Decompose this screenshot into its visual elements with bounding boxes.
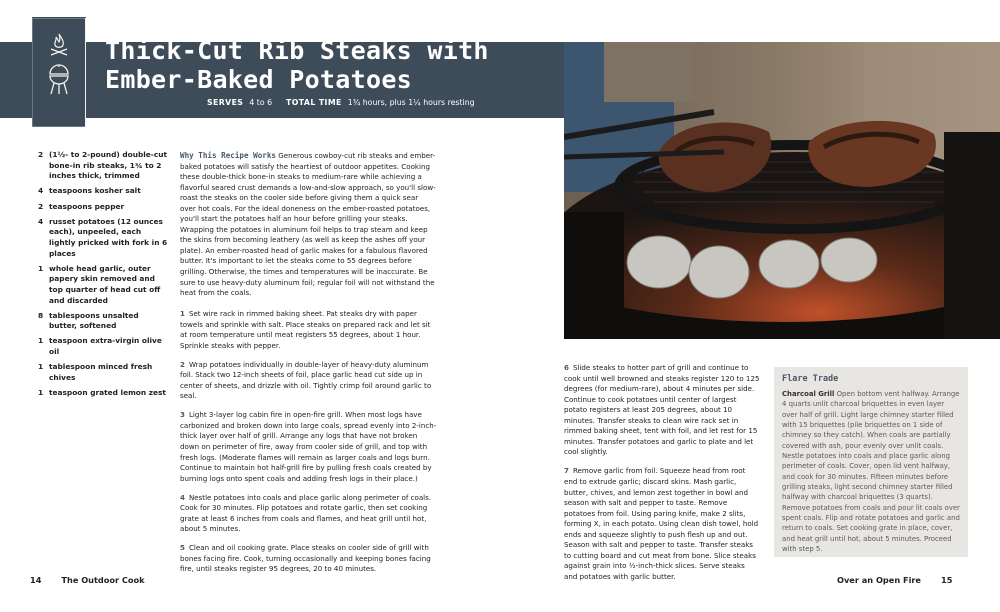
steps-column-right <box>564 363 760 591</box>
step: 2 Wrap potatoes individually in double-layer of heavy-duty aluminum foil. Stack two 12-inch sheets of foil, place garlic head cut side up in center of sheets, and drizzle with oil. Tightly crimp foil around garlic to seal. <box>180 359 432 401</box>
page-number-left: 14 <box>30 575 42 585</box>
book-title: The Outdoor Cook <box>61 575 145 585</box>
step: 4 Nestle potatoes into coals and place garlic along perimeter of coals. Cook for 30 minutes. Flip potatoes and rotate garlic, then set cooking grate at least 6 inches from coals and flames, and heat grill until hot, about 5 minutes. <box>180 492 432 534</box>
chapter-title: Over an Open Fire <box>837 575 921 585</box>
ingredient-item: 1 teaspoon extra-virgin olive oil <box>38 336 162 357</box>
recipe-title <box>105 36 489 94</box>
footer-left <box>30 575 145 585</box>
sidebar-lead: Charcoal Grill <box>782 390 835 398</box>
footer-right <box>837 575 952 585</box>
steps-column-left <box>180 309 438 584</box>
ingredient-item: 2 teaspoons pepper <box>38 201 125 211</box>
ingredient-item: 4 russet potatoes (12 ounces each), unpeeled, each lightly pricked with fork in 6 places <box>38 216 168 258</box>
intro-paragraph <box>180 151 436 299</box>
ingredient-item: 2 (1½- to 2-pound) double-cut bone-in rib steaks, 1¾ to 2 inches thick, trimmed <box>38 150 168 181</box>
intro-lead: Why This Recipe Works <box>180 151 277 160</box>
ingredient-item: 1 tablespoon minced fresh chives <box>38 362 153 382</box>
time-value: 1¾ hours, plus 1¼ hours resting <box>347 98 475 107</box>
sidebar-body <box>782 389 960 555</box>
step: 5 Clean and oil cooking grate. Place steaks on cooler side of grill with bones facing fire. Cook, turning occasionally and keeping bones facing fire, until steaks register 95 degrees, 20 to 40 minutes. <box>180 543 431 574</box>
page-number-right: 15 <box>941 575 953 585</box>
yield-line <box>207 98 475 107</box>
step: 6 Slide steaks to hotter part of grill and continue to cook until well browned and steaks register 120 to 125 degrees (for medium-rare), about 4 minutes per side. Continue to cook potatoes until center of largest potato registers at least 205 degrees, about 10 minutes. Transfer steaks to clean wire rack set in rimmed baking sheet, tent with foil, and let rest for 15 minutes. Transfer potatoes and garlic to plate and let cool slightly. <box>564 363 760 457</box>
title-line-2: Ember-Baked Potatoes <box>105 65 413 94</box>
intro-body: Generous cowboy-cut rib steaks and ember-baked potatoes will satisfy the heartiest of outdoor appetites. Cooking these double-thick bone-in steaks to medium-rare while achieving a flavorful seared crust demands a low-and-slow approach, so you'll slow-roast the steaks on the cooler side before giving them a quick sear over hot coals. For the ideal doneness on the ember-roasted potatoes, you'll start the potatoes half an hour before grilling your steaks. Wrapping the potatoes in aluminum foil helps to trap steam and keep the skins from becoming leathery (as well as keep the ashes off your plate). An ember-roasted head of garlic makes for a fabulous flavored butter. It's important to let the steaks come to 55 degrees before grilling. Otherwise, the times and temperatures will be inaccurate. Be sure to use heavy-duty aluminum foil; regular foil will not withstand the heat from the coals. <box>180 151 436 298</box>
icon-tab <box>32 17 86 126</box>
ingredient-list <box>38 150 168 403</box>
ingredient-item: 4 teaspoons kosher salt <box>38 186 141 196</box>
serves-label: SERVES <box>207 98 244 107</box>
sidebar-text: Open bottom vent halfway. Arrange 4 quarts unlit charcoal briquettes in even layer over half of grill. Light large chimney starter filled with 15 briquettes (pile briquettes on 1 side of chimney so they catch). When coals are partially covered with ash, pour evenly over unlit coals. Nestle potatoes into coals and place garlic along perimeter of coals. Cover, open lid vent halfway, and cook for 30 minutes. Fifteen minutes before grilling steaks, light second chimney starter filled halfway with charcoal briquettes (3 quarts). Remove potatoes from coals and pour lit coals over spent coals. Flip and rotate potatoes and garlic and return to coals. Set cooking grate in place, cover, and heat grill until hot, about 5 minutes. Proceed with step 5. <box>782 390 960 554</box>
serves-value: 4 to 6 <box>249 98 273 107</box>
time-label: TOTAL TIME <box>286 98 342 107</box>
flare-trade-sidebar <box>774 367 968 557</box>
sidebar-title: Flare Trade <box>782 374 839 384</box>
grill-photo <box>564 42 1000 339</box>
ingredient-item: 8 tablespoons unsalted butter, softened <box>38 310 139 331</box>
ingredient-item: 1 teaspoon grated lemon zest <box>38 388 166 398</box>
step: 7 Remove garlic from foil. Squeeze head from root end to extrude garlic; discard skins. Mash garlic, butter, chives, and lemon zest together in bowl and season with salt and pepper to taste. Remove potatoes from foil. Using paring knife, make 2 slits, forming X, in each potato. Using clean dish towel, hold ends and squeeze slightly to push flesh up and out. Season with salt and pepper to taste. Transfer steaks to cutting board and cut meat from bone. Slice steaks against grain into ½-inch-thick slices. Serve steaks and potatoes with garlic butter. <box>564 466 759 581</box>
ingredient-item: 1 whole head garlic, outer papery skin removed and top quarter of head cut off and discarded <box>38 263 161 305</box>
step: 1 Set wire rack in rimmed baking sheet. Pat steaks dry with paper towels and sprinkle with salt. Place steaks on prepared rack and let sit at room temperature until meat registers 55 degrees, about 1 hour. Sprinkle steaks with pepper. <box>180 309 431 350</box>
step: 3 Light 3-layer log cabin fire in open-fire grill. When most logs have carbonized and broken down into large coals, spread evenly into 2-inch-thick layer over half of grill. Arrange any logs that have not broken down on perimeter of fire, away from cooler side of grill, and top with fresh logs. (Moderate flames will remain as larger coals and logs burn. Continue to maintain hot half-grill fire by pulling fresh coals created by burning logs onto spent coals and adding fresh logs in their place.) <box>180 410 437 483</box>
title-line-1: Thick-Cut Rib Steaks with <box>105 36 489 65</box>
